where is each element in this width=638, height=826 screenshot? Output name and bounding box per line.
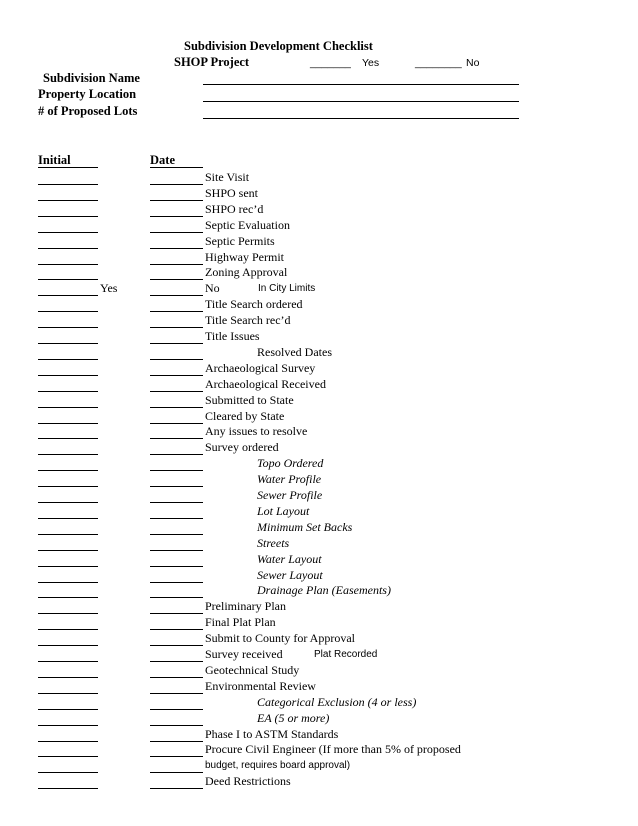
date-blank[interactable] — [150, 613, 203, 614]
initial-blank[interactable] — [38, 264, 98, 265]
checklist-row — [0, 377, 638, 393]
checklist-row — [0, 774, 638, 790]
date-blank[interactable] — [150, 264, 203, 265]
initial-blank[interactable] — [38, 534, 98, 535]
checklist-row — [0, 202, 638, 218]
initial-blank[interactable] — [38, 486, 98, 487]
checklist-item-label: Submitted to State — [205, 392, 294, 407]
initial-blank[interactable] — [38, 184, 98, 185]
checklist-row — [0, 536, 638, 552]
checklist-item-label: Minimum Set Backs — [257, 519, 353, 534]
checklist-row — [0, 218, 638, 234]
checklist-item-note: Plat Recorded — [314, 649, 378, 660]
date-blank[interactable] — [150, 454, 203, 455]
yes-label: Yes — [362, 57, 380, 69]
checklist-item-label: Procure Civil Engineer (If more than 5% of proposed — [205, 742, 461, 757]
checklist-row — [0, 488, 638, 504]
property-location-label: Property Location — [38, 87, 137, 101]
initial-blank[interactable] — [38, 470, 98, 471]
checklist-item-label: Highway Permit — [205, 249, 284, 264]
initial-blank[interactable] — [38, 677, 98, 678]
checklist-row — [0, 440, 638, 456]
initial-blank[interactable] — [38, 248, 98, 249]
yes-option-label: Yes — [100, 281, 118, 296]
shop-project-label: SHOP Project — [174, 55, 250, 69]
date-column-header: Date — [150, 153, 203, 168]
checklist-row — [0, 424, 638, 440]
checklist-item-label: Lot Layout — [257, 503, 310, 518]
date-blank[interactable] — [150, 359, 203, 360]
initial-blank[interactable] — [38, 661, 98, 662]
checklist-item-label: Sewer Layout — [257, 567, 323, 582]
initial-blank[interactable] — [38, 216, 98, 217]
date-blank[interactable] — [150, 295, 203, 296]
date-blank[interactable] — [150, 788, 203, 789]
date-blank[interactable] — [150, 216, 203, 217]
checklist-row — [0, 520, 638, 536]
initial-blank[interactable] — [38, 200, 98, 201]
checklist-item-label: Drainage Plan (Easements) — [257, 583, 391, 598]
checklist-row — [0, 758, 638, 774]
initial-blank[interactable] — [38, 582, 98, 583]
date-blank[interactable] — [150, 772, 203, 773]
date-blank[interactable] — [150, 327, 203, 328]
checklist-row — [0, 472, 638, 488]
initial-blank[interactable] — [38, 613, 98, 614]
date-blank[interactable] — [150, 343, 203, 344]
checklist-item-label: Water Profile — [257, 472, 322, 487]
date-blank[interactable] — [150, 661, 203, 662]
initial-blank[interactable] — [38, 438, 98, 439]
checklist-row — [0, 265, 638, 281]
checklist-row — [0, 583, 638, 599]
initial-blank[interactable] — [38, 391, 98, 392]
initial-blank[interactable] — [38, 502, 98, 503]
date-blank[interactable] — [150, 534, 203, 535]
checklist-row — [0, 663, 638, 679]
proposed-lots-label: # of Proposed Lots — [38, 104, 138, 118]
checklist-row — [0, 234, 638, 250]
no-blank[interactable]: ________ — [415, 57, 462, 69]
date-blank[interactable] — [150, 550, 203, 551]
checklist-row — [0, 568, 638, 584]
date-blank[interactable] — [150, 629, 203, 630]
date-blank[interactable] — [150, 375, 203, 376]
initial-blank[interactable] — [38, 279, 98, 280]
checklist-item-label: Title Issues — [205, 329, 260, 343]
date-blank[interactable] — [150, 248, 203, 249]
property-location-field[interactable] — [203, 101, 519, 102]
checklist-item-label: No — [205, 281, 220, 296]
checklist-row — [0, 313, 638, 329]
initial-blank[interactable] — [38, 295, 98, 296]
checklist-item-label: Archaeological Received — [205, 376, 326, 391]
date-blank[interactable] — [150, 438, 203, 439]
checklist-item-note: In City Limits — [258, 283, 316, 295]
date-blank[interactable] — [150, 645, 203, 646]
checklist-row — [0, 456, 638, 472]
checklist-item-label: Final Plat Plan — [205, 615, 276, 630]
date-blank[interactable] — [150, 756, 203, 757]
checklist-item-label: Archaeological Survey — [205, 360, 316, 375]
no-label: No — [466, 57, 480, 69]
date-blank[interactable] — [150, 741, 203, 742]
date-blank[interactable] — [150, 470, 203, 471]
initial-blank[interactable] — [38, 232, 98, 233]
date-blank[interactable] — [150, 677, 203, 678]
checklist-item-label: Submit to County for Approval — [205, 631, 355, 646]
checklist-item-label: Any issues to resolve — [205, 424, 308, 439]
subdivision-name-field[interactable] — [203, 84, 519, 85]
initial-blank[interactable] — [38, 550, 98, 551]
initial-blank[interactable] — [38, 407, 98, 408]
initial-blank[interactable] — [38, 772, 98, 773]
initial-blank[interactable] — [38, 454, 98, 455]
checklist-item-label: SHPO sent — [205, 185, 259, 200]
checklist-item-label: Resolved Dates — [257, 344, 332, 359]
checklist-item-label: Cleared by State — [205, 408, 285, 423]
proposed-lots-field[interactable] — [203, 118, 519, 119]
date-blank[interactable] — [150, 423, 203, 424]
initial-blank[interactable] — [38, 645, 98, 646]
checklist-row — [0, 695, 638, 711]
subdivision-name-label: Subdivision Name — [43, 71, 140, 85]
date-blank[interactable] — [150, 518, 203, 519]
checklist-item-label: Title Search ordered — [205, 297, 303, 312]
date-blank[interactable] — [150, 184, 203, 185]
initial-blank[interactable] — [38, 629, 98, 630]
date-blank[interactable] — [150, 407, 203, 408]
checklist-row — [0, 393, 638, 409]
checklist-row — [0, 679, 638, 695]
checklist-row — [0, 329, 638, 345]
page-title: Subdivision Development Checklist — [184, 39, 373, 53]
initial-blank[interactable] — [38, 423, 98, 424]
checklist-row — [0, 599, 638, 615]
checklist-row — [0, 552, 638, 568]
checklist-item-label: Survey ordered — [205, 440, 279, 455]
initial-blank[interactable] — [38, 359, 98, 360]
checklist-row — [0, 615, 638, 631]
checklist-row — [0, 281, 638, 297]
checklist-row — [0, 250, 638, 266]
checklist-row — [0, 504, 638, 520]
checklist-item-label: Categorical Exclusion (4 or less) — [257, 694, 417, 709]
checklist-row — [0, 742, 638, 758]
date-blank[interactable] — [150, 693, 203, 694]
checklist-row — [0, 170, 638, 186]
checklist-row — [0, 631, 638, 647]
initial-blank[interactable] — [38, 327, 98, 328]
date-blank[interactable] — [150, 725, 203, 726]
checklist-item-label: Zoning Approval — [205, 265, 288, 280]
date-blank[interactable] — [150, 391, 203, 392]
checklist-item-label: Environmental Review — [205, 678, 316, 693]
date-blank[interactable] — [150, 597, 203, 598]
checklist-row — [0, 345, 638, 361]
checklist-row — [0, 711, 638, 727]
date-blank[interactable] — [150, 311, 203, 312]
checklist-item-label: Preliminary Plan — [205, 599, 286, 614]
date-blank[interactable] — [150, 279, 203, 280]
checklist-item-label: SHPO rec’d — [205, 201, 264, 216]
checklist-item-label: Water Layout — [257, 551, 322, 566]
checklist-item-label: Topo Ordered — [257, 456, 324, 471]
initial-blank[interactable] — [38, 311, 98, 312]
checklist-item-label: Septic Permits — [205, 233, 275, 248]
initial-blank[interactable] — [38, 597, 98, 598]
checklist-item-label: Deed Restrictions — [205, 774, 291, 789]
checklist-item-label: Title Search rec’d — [205, 313, 291, 328]
checklist-item-label: Phase I to ASTM Standards — [205, 726, 339, 741]
date-blank[interactable] — [150, 709, 203, 710]
checklist-item-label: Survey received — [205, 647, 283, 661]
checklist-item-label: EA (5 or more) — [257, 710, 330, 725]
date-blank[interactable] — [150, 566, 203, 567]
initial-column-header: Initial — [38, 153, 98, 168]
initial-blank[interactable] — [38, 343, 98, 344]
checklist-item-label: Septic Evaluation — [205, 217, 290, 232]
date-blank[interactable] — [150, 200, 203, 201]
checklist-item-label: Sewer Profile — [257, 488, 323, 502]
checklist-item-label: Streets — [257, 535, 290, 550]
checklist-item-label: Site Visit — [205, 170, 250, 184]
checklist-row — [0, 647, 638, 663]
initial-blank[interactable] — [38, 693, 98, 694]
initial-blank[interactable] — [38, 725, 98, 726]
date-blank[interactable] — [150, 502, 203, 503]
date-blank[interactable] — [150, 486, 203, 487]
initial-blank[interactable] — [38, 518, 98, 519]
initial-blank[interactable] — [38, 741, 98, 742]
date-blank[interactable] — [150, 582, 203, 583]
checklist-row — [0, 727, 638, 743]
yes-blank[interactable]: _______ — [310, 57, 351, 69]
checklist-item-label: Geotechnical Study — [205, 662, 300, 677]
checklist-item-label: budget, requires board approval) — [205, 760, 351, 772]
checklist-row — [0, 297, 638, 313]
initial-blank[interactable] — [38, 709, 98, 710]
initial-blank[interactable] — [38, 375, 98, 376]
initial-blank[interactable] — [38, 788, 98, 789]
initial-blank[interactable] — [38, 566, 98, 567]
checklist-row — [0, 361, 638, 377]
initial-blank[interactable] — [38, 756, 98, 757]
checklist-row — [0, 186, 638, 202]
date-blank[interactable] — [150, 232, 203, 233]
checklist-row — [0, 409, 638, 425]
